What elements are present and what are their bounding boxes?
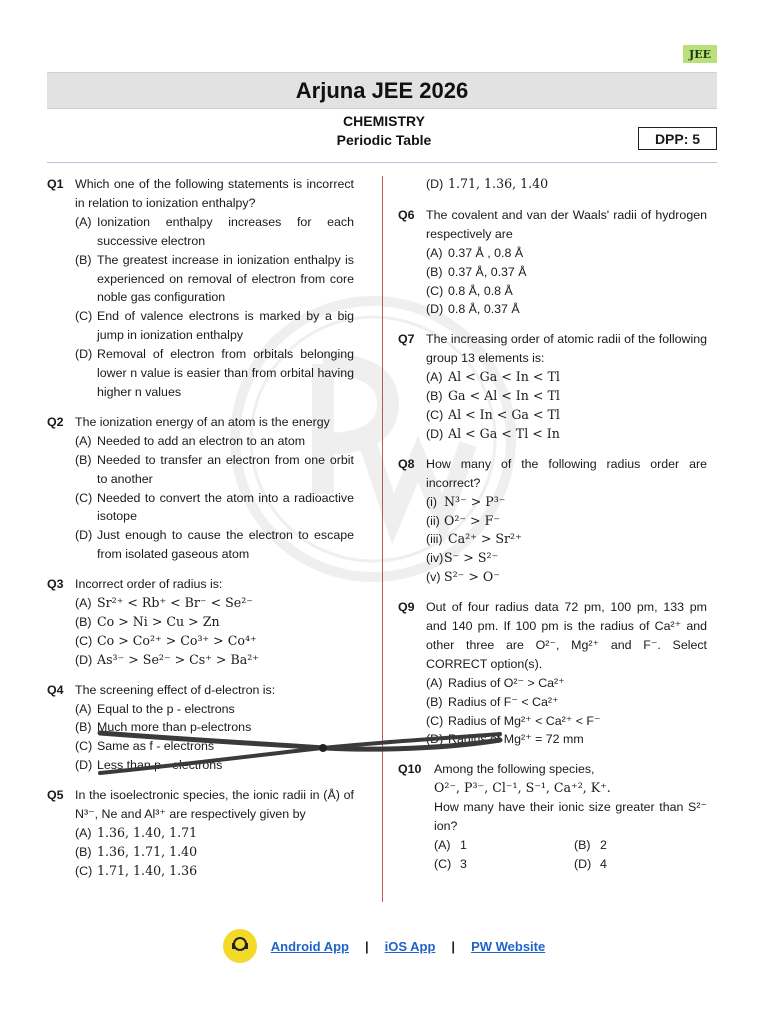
option-a [426, 244, 707, 263]
customer-support-icon[interactable] [223, 929, 257, 963]
question-number: Q3 [47, 577, 64, 592]
option-label: (A) [434, 838, 451, 852]
option-label: (v) [426, 570, 441, 585]
option-b [75, 251, 354, 308]
header-divider [47, 162, 717, 163]
question-text-continued: How many have their ionic size greater than S²⁻ ion? [434, 800, 707, 834]
option-text: Less than p - electrons [97, 758, 223, 773]
option-text: Ga < Al < In < Tl [448, 388, 560, 404]
option-label: (iii) [426, 532, 443, 547]
option-label: (ii) [426, 513, 440, 528]
option-text: 0.37 Å, 0.37 Å [448, 264, 527, 279]
option-text: N³⁻ > P³⁻ [444, 493, 506, 509]
option-text: Just enough to cause the electron to escape from isolated gaseous atom [97, 528, 354, 562]
option-b [426, 693, 707, 712]
option-label: (D) [574, 856, 592, 871]
footer-separator: | [364, 938, 369, 954]
option-label: (C) [75, 739, 93, 754]
question-text: Out of four radius data 72 pm, 100 pm, 133 pm and 140 pm. If 100 pm is the radius of Ca²⁺ and other three are O²⁻, Mg²⁺ and F⁻. Select CORRECT option(s). [426, 600, 707, 671]
option-text: Co > Ni > Cu > Zn [97, 613, 220, 629]
option-text: 0.8 Å, 0.8 Å [448, 283, 513, 298]
option-label: (D) [426, 177, 444, 191]
question-10 [398, 760, 707, 873]
option-label: (A) [426, 675, 443, 690]
option-text: Al < Ga < In < Tl [448, 369, 560, 385]
option-b [75, 451, 354, 489]
column-divider [382, 176, 383, 902]
option-label: (B) [75, 614, 92, 629]
option-text: 2 [600, 838, 607, 852]
option-text: Needed to convert the atom into a radioactive isotope [97, 490, 354, 524]
option-c [75, 307, 354, 345]
option-text: Radius of Mg²⁺ = 72 mm [448, 732, 584, 747]
left-column [47, 175, 354, 892]
option-text: Radius of F⁻ < Ca²⁺ [448, 694, 559, 709]
species-list: O²⁻, P³⁻, Cl⁻¹, S⁻¹, Ca⁺², K⁺. [434, 780, 611, 796]
question-number: Q8 [398, 456, 415, 471]
option-c [434, 855, 574, 874]
option-label: (D) [75, 347, 93, 362]
option-text: Needed to add an electron to an atom [97, 433, 306, 448]
option-c [426, 282, 707, 301]
option-d [426, 425, 707, 444]
option-c [75, 632, 354, 651]
option-label: (C) [75, 490, 93, 505]
option-c [426, 712, 707, 731]
option-label: (D) [426, 426, 444, 441]
question-number: Q9 [398, 600, 415, 615]
option-b [75, 718, 354, 737]
question-6 [398, 206, 707, 319]
option-text: 1 [460, 838, 467, 852]
option-text: 0.8 Å, 0.37 Å [448, 302, 520, 317]
question-number: Q4 [47, 682, 64, 697]
option-label: (D) [426, 732, 444, 747]
option-text: Radius of Mg²⁺ < Ca²⁺ < F⁻ [448, 713, 601, 728]
question-5 [47, 786, 354, 881]
subject-heading: CHEMISTRY [343, 113, 425, 129]
footer-links [0, 928, 768, 964]
option-text: 0.37 Å , 0.8 Å [448, 245, 524, 260]
footer-separator: | [451, 938, 456, 954]
option-d [574, 855, 714, 874]
option-v [426, 568, 707, 587]
option-grid [434, 836, 707, 874]
option-label: (i) [426, 494, 438, 509]
option-text: 1.71, 1.40, 1.36 [97, 862, 198, 878]
android-app-link[interactable]: Android App [270, 938, 349, 954]
right-column [398, 175, 707, 885]
option-text: S²⁻ > O⁻ [444, 569, 500, 585]
option-text: S⁻ > S²⁻ [444, 550, 499, 566]
option-text: Radius of O²⁻ > Ca²⁺ [448, 675, 565, 690]
option-iv [426, 549, 707, 568]
chapter-heading: Periodic Table [336, 132, 432, 148]
option-d [75, 345, 354, 402]
pw-website-link[interactable]: PW Website [471, 938, 546, 954]
question-text: Among the following species, [434, 762, 595, 777]
option-label: (D) [75, 528, 93, 543]
option-label: (B) [75, 252, 92, 267]
option-label: (A) [75, 596, 92, 611]
option-b [426, 387, 707, 406]
question-7 [398, 330, 707, 443]
option-text: 1.36, 1.40, 1.71 [97, 825, 198, 840]
option-label: (C) [426, 407, 444, 422]
headset-icon [229, 935, 251, 957]
question-text: How many of the following radius order are incorrect? [426, 456, 707, 490]
question-number: Q1 [47, 177, 64, 191]
option-label: (B) [75, 452, 92, 467]
question-text: Incorrect order of radius is: [75, 577, 223, 592]
option-label: (B) [75, 844, 92, 859]
option-a [434, 836, 574, 855]
question-3 [47, 575, 354, 670]
option-label: (C) [75, 863, 93, 878]
option-label: (A) [75, 826, 92, 840]
option-text: Ionization enthalpy increases for each successive electron [97, 214, 354, 248]
option-text: Co > Co²⁺ > Co³⁺ > Co⁴⁺ [97, 632, 257, 648]
option-b [574, 836, 714, 855]
option-d [75, 526, 354, 564]
option-label: (A) [75, 701, 92, 716]
option-label: (iv) [426, 551, 444, 566]
option-label: (B) [426, 694, 443, 709]
option-label: (B) [75, 720, 92, 735]
option-text: Ca²⁺ > Sr²⁺ [448, 531, 522, 547]
option-text: 1.71, 1.36, 1.40 [448, 176, 549, 191]
option-d [426, 175, 707, 194]
option-text: As³⁻ > Se²⁻ > Cs⁺ > Ba²⁺ [97, 651, 259, 667]
option-text: Al < In < Ga < Tl [448, 406, 560, 422]
question-number: Q7 [398, 332, 415, 347]
question-number: Q5 [47, 788, 64, 803]
question-number: Q6 [398, 207, 415, 222]
option-label: (A) [75, 214, 92, 229]
question-text: The covalent and van der Waals' radii of hydrogen respectively are [426, 207, 707, 241]
option-label: (C) [434, 856, 452, 871]
option-text: 1.36, 1.71, 1.40 [97, 843, 198, 859]
question-4 [47, 681, 354, 776]
option-d [426, 300, 707, 319]
option-label: (C) [426, 713, 444, 728]
option-c [75, 862, 354, 881]
option-text: Much more than p-electrons [97, 720, 252, 735]
option-text: 4 [600, 856, 607, 871]
question-text: Which one of the following statements is incorrect in relation to ionization enthalpy? [75, 177, 354, 210]
option-iii [426, 530, 707, 549]
option-label: (A) [426, 245, 443, 260]
option-label: (C) [75, 309, 93, 324]
option-text: End of valence electrons is marked by a big jump in ionization enthalpy [97, 309, 354, 343]
question-8 [398, 455, 707, 587]
option-c [75, 737, 354, 756]
option-text: Al < Ga < Tl < In [448, 425, 560, 441]
option-text: Equal to the p - electrons [97, 701, 235, 716]
option-c [426, 406, 707, 425]
option-a [75, 432, 354, 451]
option-text: Same as f - electrons [97, 739, 215, 754]
question-text: In the isoelectronic species, the ionic radii in (Å) of N³⁻, Ne and Al³⁺ are respectively given by [75, 788, 354, 822]
option-label: (A) [75, 433, 92, 448]
option-a [75, 213, 354, 251]
option-b [75, 613, 354, 632]
option-c [75, 489, 354, 527]
question-2 [47, 413, 354, 564]
option-text: Needed to transfer an electron from one orbit to another [97, 452, 354, 486]
option-label: (C) [426, 283, 444, 298]
option-a [426, 368, 707, 387]
option-label: (D) [75, 758, 93, 773]
option-text: Sr²⁺ < Rb⁺ < Br⁻ < Se²⁻ [97, 595, 253, 611]
question-9 [398, 598, 707, 749]
option-text: 3 [460, 856, 467, 871]
option-text: The greatest increase in ionization enthalpy is experienced on removal of electron from core noble gas configuration [97, 252, 354, 305]
option-label: (D) [75, 652, 93, 667]
question-number: Q2 [47, 414, 64, 429]
option-label: (B) [574, 838, 591, 852]
option-label: (B) [426, 264, 443, 279]
option-label: (C) [75, 633, 93, 648]
option-b [75, 843, 354, 862]
option-i [426, 493, 707, 512]
exam-badge: JEE [683, 45, 717, 63]
question-5-continued [398, 175, 707, 194]
question-number: Q10 [398, 762, 422, 777]
option-d [75, 651, 354, 670]
option-text: Removal of electron from orbitals belonging lower n value is easier than from orbital having higher n values [97, 347, 354, 399]
option-label: (D) [426, 302, 444, 317]
option-d [75, 756, 354, 775]
question-1 [47, 175, 354, 402]
option-label: (B) [426, 389, 443, 404]
option-label: (A) [426, 370, 443, 385]
ios-app-link[interactable]: iOS App [384, 938, 436, 954]
option-ii [426, 512, 707, 531]
option-a [426, 674, 707, 693]
question-text: The increasing order of atomic radii of the following group 13 elements is: [426, 332, 707, 366]
dpp-number-box: DPP: 5 [638, 127, 717, 150]
question-text: The ionization energy of an atom is the energy [75, 414, 330, 429]
page-title: Arjuna JEE 2026 [47, 72, 717, 109]
option-a [75, 700, 354, 719]
option-a [75, 594, 354, 613]
option-d [426, 730, 707, 749]
option-text: O²⁻ > F⁻ [444, 512, 500, 528]
option-a [75, 824, 354, 843]
option-b [426, 263, 707, 282]
question-text: The screening effect of d-electron is: [75, 682, 276, 697]
